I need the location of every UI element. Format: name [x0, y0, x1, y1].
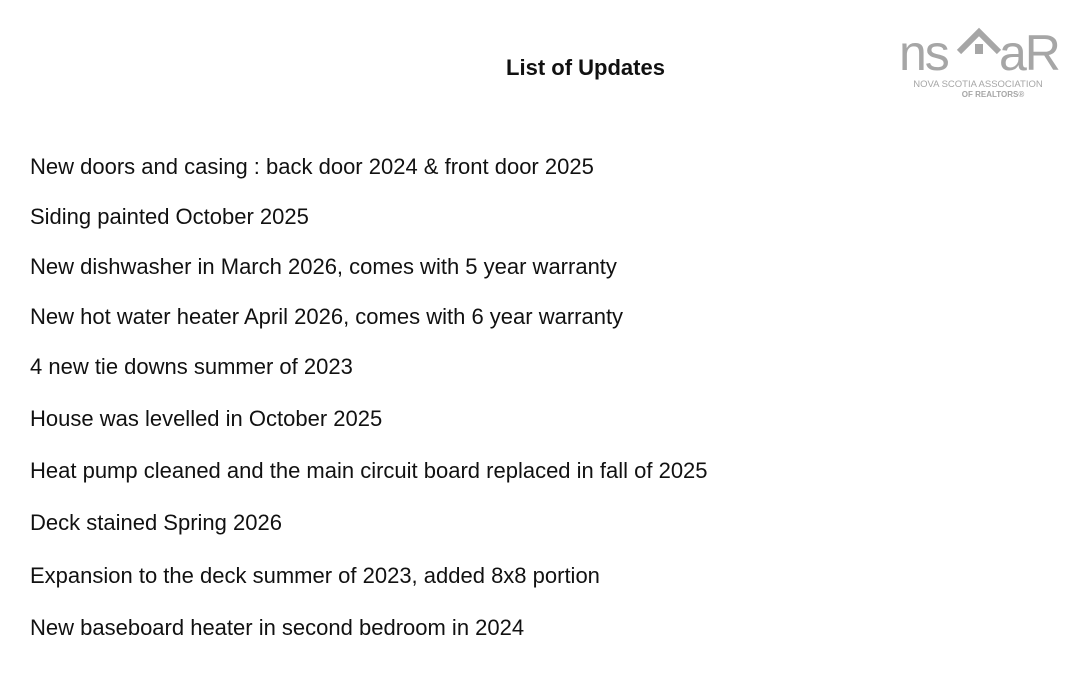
- update-item: Deck stained Spring 2026: [30, 510, 282, 535]
- svg-text:ns: ns: [899, 25, 948, 81]
- update-item: Siding painted October 2025: [30, 204, 309, 229]
- nsar-logo: [895, 22, 1061, 102]
- update-item: New baseboard heater in second bedroom in 2024: [30, 615, 525, 640]
- update-item: 4 new tie downs summer of 2023: [30, 354, 353, 379]
- update-item: New dishwasher in March 2026, comes with 5 year warranty: [30, 254, 617, 279]
- update-item: New doors and casing : back door 2024 & front door 2025: [30, 154, 594, 179]
- update-item: New hot water heater April 2026, comes with 6 year warranty: [30, 304, 624, 329]
- logo-line-2: OF REALTORS®: [961, 90, 1025, 99]
- update-item: House was levelled in October 2025: [30, 406, 383, 431]
- update-item: Heat pump cleaned and the main circuit board replaced in fall of 2025: [30, 458, 708, 483]
- svg-text:aR: aR: [999, 25, 1059, 81]
- logo-line-1: NOVA SCOTIA ASSOCIATION: [913, 79, 1043, 90]
- update-item: Expansion to the deck summer of 2023, added 8x8 portion: [30, 563, 600, 588]
- document-title: List of Updates: [506, 55, 665, 80]
